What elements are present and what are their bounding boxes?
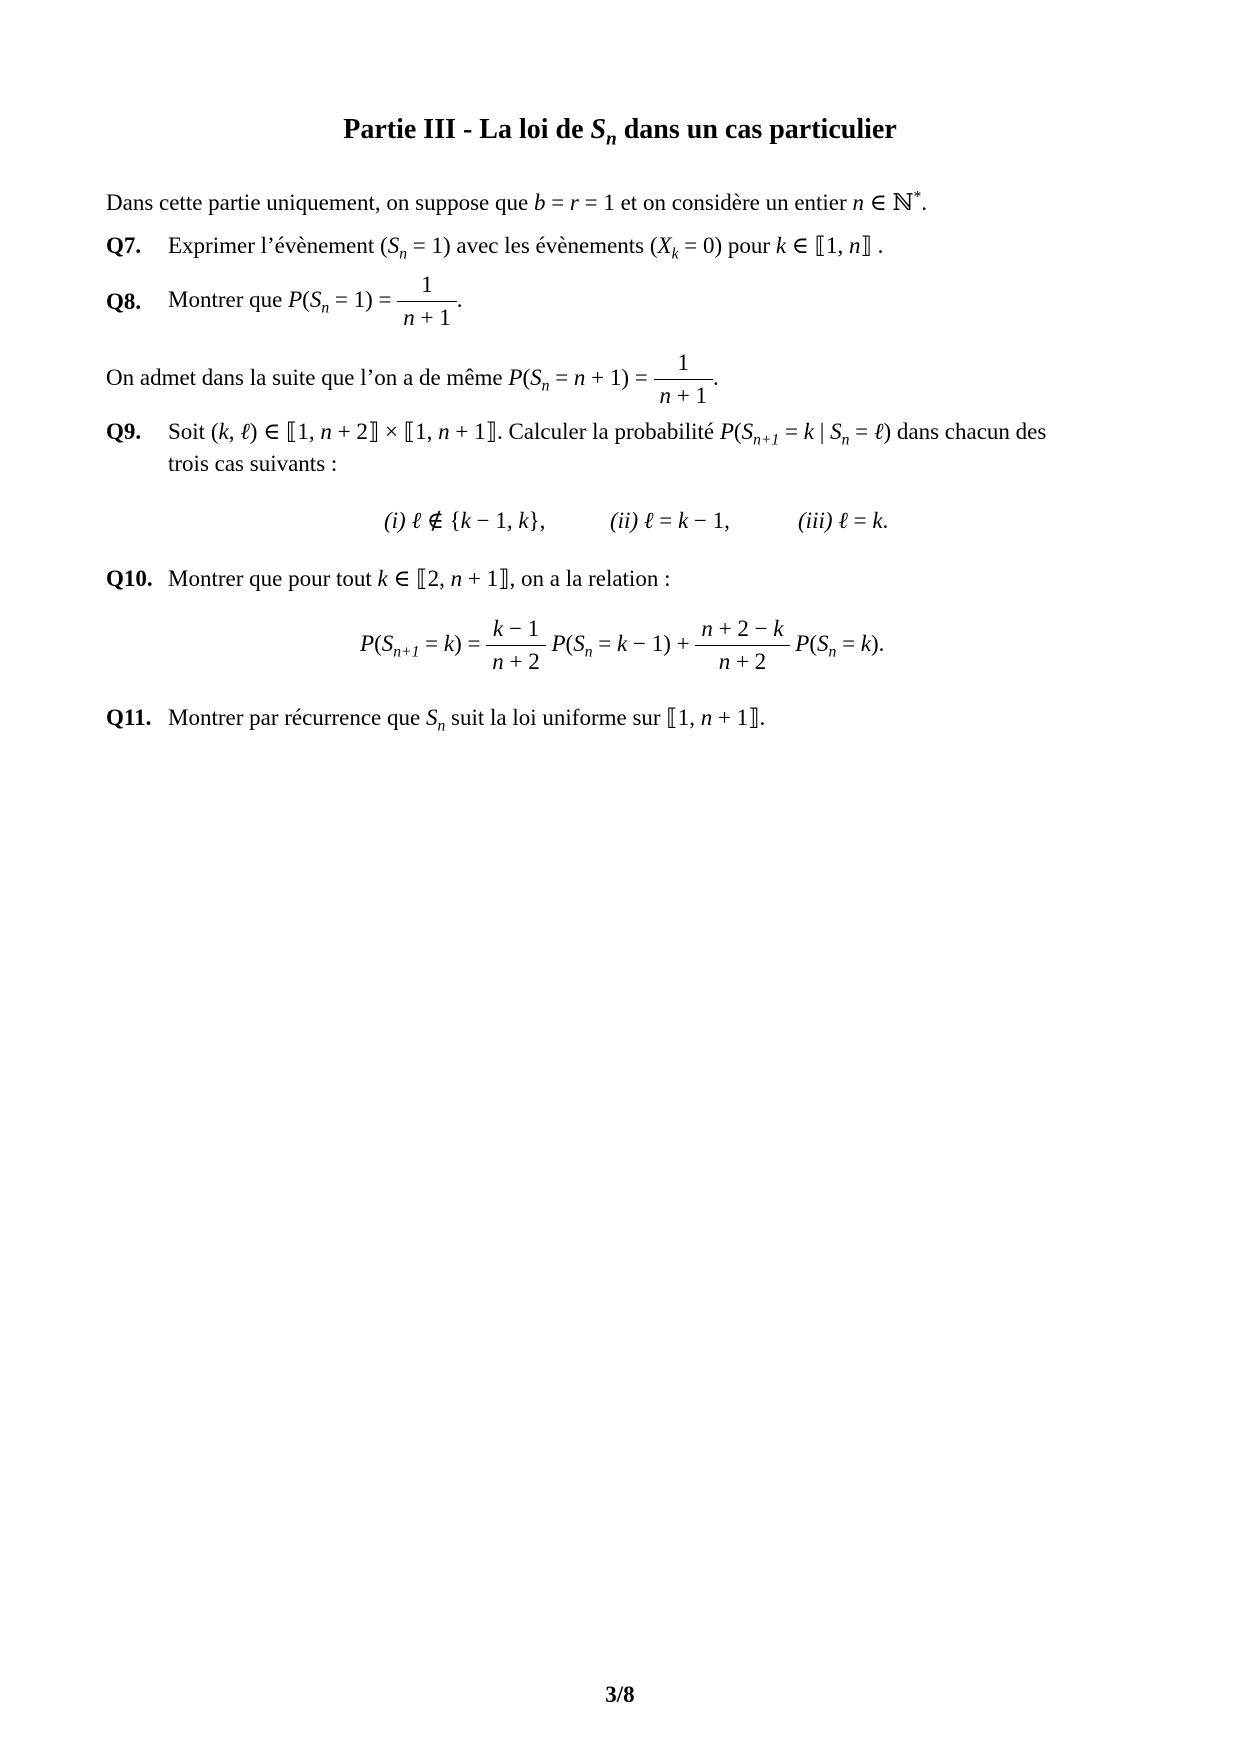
q9-text-line1: Soit (k, ℓ) ∈ ⟦1, n + 2⟧ × ⟦1, n + 1⟧. Calculer la probabilité $P(S_{n+1} = k$ | $S_n$ = ℓ) dans chacun des — [168, 419, 1047, 449]
page-number: 3/8 — [605, 1682, 635, 1707]
q7-label: Q7. — [106, 233, 142, 258]
q9-case-i: (i) ℓ ∉ {k − 1, k}, — [384, 508, 546, 533]
q10-fraction-2: $\frac{n + 2 - k}{n + 2}$ — [695, 616, 789, 675]
q11-label: Q11. — [106, 705, 152, 730]
q10-fraction-1: $\frac{k - 1}{n + 2}$ — [486, 616, 545, 675]
q8-fraction: $\frac{1}{n + 1}$ — [397, 272, 456, 331]
q8-label: Q8. — [106, 289, 142, 314]
intro-paragraph: Dans cette partie uniquement, on suppose que b = r = 1 et on considère un entier n ∈ ℕ*. — [106, 188, 928, 215]
q9-case-iii: (iii) ℓ = k. — [798, 508, 889, 533]
admit-paragraph: On admet dans la suite que l’on a de même $P(S_n = n + 1)$ = $\frac{1}{n + 1}$ . — [106, 350, 719, 408]
q10-equation: $P(S_{n+1} = k)$ = $\frac{k - 1}{n + 2}$ $P(S_n = k - 1)$ + $\frac{n + 2 - k}{n + 2}$ $P(S_n = k)$. — [360, 616, 885, 674]
q10-text: Montrer que pour tout k ∈ ⟦2, n + 1⟧, on a la relation : — [168, 566, 671, 591]
q10-label: Q10. — [106, 566, 153, 591]
q9-label: Q9. — [106, 419, 142, 444]
admit-fraction: $\frac{1}{n + 1}$ — [654, 350, 713, 409]
q7-text: Exprimer l’évènement $(S_n = 1)$ avec les évènements $(X_k = 0)$ pour k ∈ ⟦1, n⟧ . — [168, 233, 884, 263]
q9-text-line2: trois cas suivants : — [168, 451, 338, 476]
section-title: Partie III - La loi de $S_n$ dans un cas particulier — [343, 114, 897, 150]
q8-text: Montrer que $P(S_n = 1)$ = $\frac{1}{n + 1}$ . — [168, 272, 463, 330]
q11-text: Montrer par récurrence que $S_n$ suit la loi uniforme sur ⟦1, n + 1⟧. — [168, 705, 766, 735]
q9-case-ii: (ii) ℓ = k − 1, — [610, 508, 730, 533]
